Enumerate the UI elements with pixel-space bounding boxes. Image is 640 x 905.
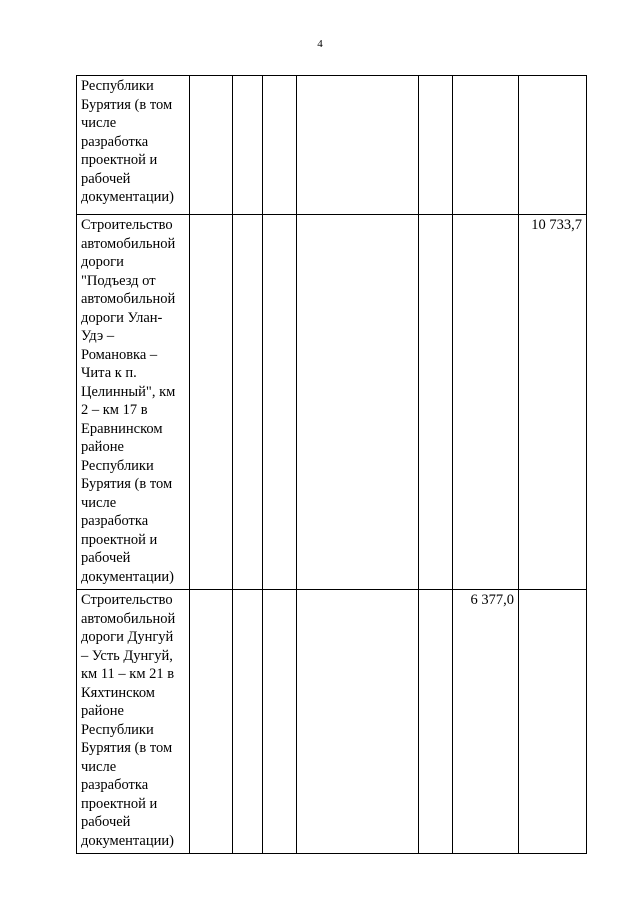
empty-cell — [233, 590, 263, 854]
empty-cell — [419, 215, 453, 590]
empty-cell — [190, 590, 233, 854]
empty-cell — [297, 76, 419, 215]
page-number: 4 — [317, 38, 323, 50]
empty-cell — [297, 590, 419, 854]
value-cell — [519, 590, 587, 854]
value-cell — [519, 76, 587, 215]
table-row — [77, 215, 587, 590]
empty-cell — [419, 76, 453, 215]
empty-cell — [263, 590, 297, 854]
empty-cell — [263, 76, 297, 215]
empty-cell — [190, 76, 233, 215]
table-row — [77, 76, 587, 215]
value-cell — [453, 76, 519, 215]
empty-cell — [419, 590, 453, 854]
table-row — [77, 590, 587, 854]
empty-cell — [263, 215, 297, 590]
value-cell: 10 733,7 — [519, 215, 587, 590]
empty-cell — [233, 76, 263, 215]
budget-table — [76, 75, 587, 854]
value-cell — [453, 215, 519, 590]
empty-cell — [297, 215, 419, 590]
row-name-cell: Строительство автомобильной дороги Дунгуй – Усть Дунгуй, км 11 – км 21 в Кяхтинском районе Республики Бурятия (в том числе разработка проектной и рабочей документации) — [77, 590, 190, 854]
row-name-cell: Республики Бурятия (в том числе разработка проектной и рабочей документации) — [77, 76, 190, 215]
empty-cell — [233, 215, 263, 590]
row-name-cell: Строительство автомобильной дороги "Подъезд от автомобильной дороги Улан- Удэ – Романовка – Чита к п. Целинный", км 2 – км 17 в Еравнинском районе Республики Бурятия (в том числе разработка проектной и рабочей документации) — [77, 215, 190, 590]
empty-cell — [190, 215, 233, 590]
value-cell: 6 377,0 — [453, 590, 519, 854]
